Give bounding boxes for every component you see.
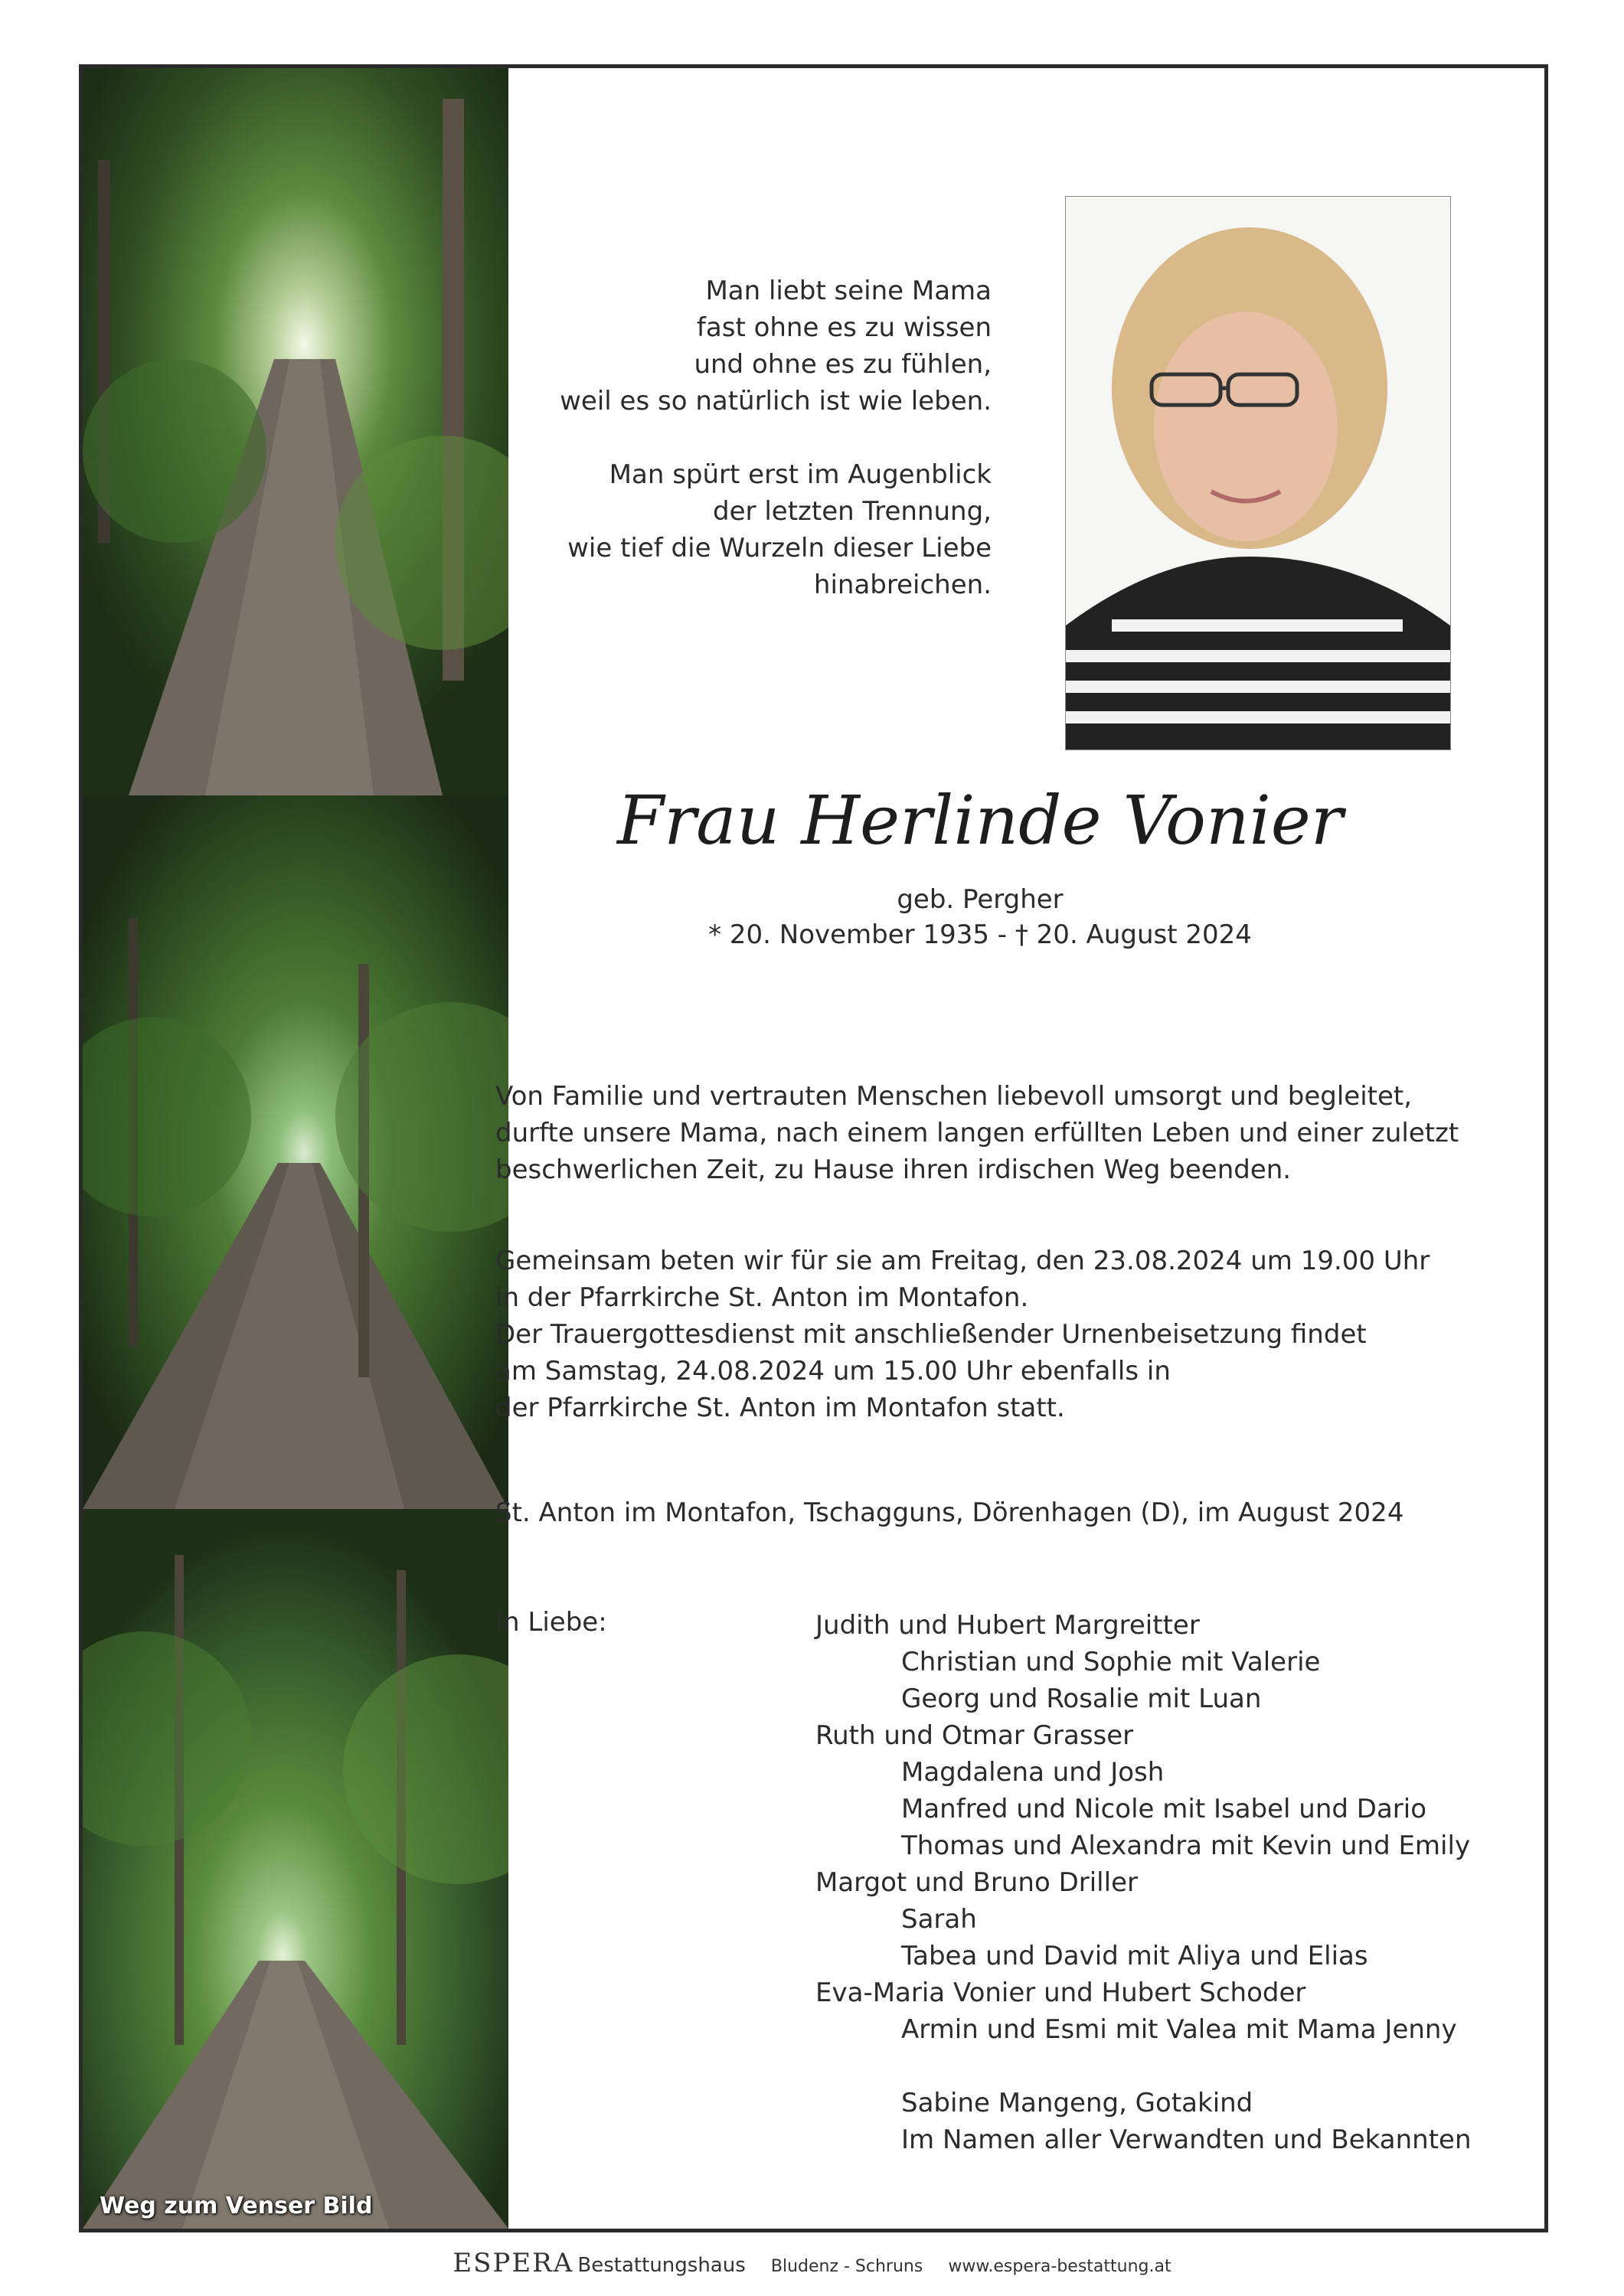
text-line: beschwerlichen Zeit, zu Hause ihren irdischen Weg beenden. <box>495 1155 1292 1185</box>
mourners-label: In Liebe: <box>495 1607 607 1638</box>
announcement-paragraph <box>495 1078 1460 1188</box>
life-dates: * 20. November 1935 - † 20. August 2024 <box>708 919 1252 950</box>
text-line: in der Pfarrkirche St. Anton im Montafon. <box>495 1282 1029 1313</box>
footer <box>0 2248 1624 2278</box>
text-line: der Pfarrkirche St. Anton im Montafon statt. <box>495 1393 1065 1423</box>
mourner-line: Christian und Sophie mit Valerie <box>901 1647 1321 1677</box>
text-line: Gemeinsam beten wir für sie am Freitag, den 23.08.2024 um 19.00 Uhr <box>495 1246 1430 1276</box>
mourner-line: Georg und Rosalie mit Luan <box>901 1684 1262 1714</box>
poem-line: weil es so natürlich ist wie leben. <box>560 386 992 416</box>
footer-subtitle: Bestattungshaus <box>577 2254 746 2277</box>
mourner-line: Manfred und Nicole mit Isabel und Dario <box>901 1794 1427 1824</box>
poem-stanza-2 <box>540 456 992 603</box>
service-details-paragraph <box>495 1243 1460 1426</box>
mourner-line: Tabea und David mit Aliya und Elias <box>901 1941 1368 1971</box>
text-line: am Samstag, 24.08.2024 um 15.00 Uhr ebenfalls in <box>495 1356 1171 1386</box>
place-and-date: St. Anton im Montafon, Tschagguns, Dörenhagen (D), im August 2024 <box>495 1497 1404 1528</box>
text-line: durfte unsere Mama, nach einem langen erfüllten Leben und einer zuletzt <box>495 1118 1459 1148</box>
mourner-line: Armin und Esmi mit Valea mit Mama Jenny <box>901 2014 1457 2045</box>
poem-line: der letzten Trennung, <box>713 496 992 527</box>
poem-line: wie tief die Wurzeln dieser Liebe <box>567 533 992 563</box>
mourner-line: Sabine Mangeng, Gotakind <box>901 2088 1253 2118</box>
footer-website[interactable]: www.espera-bestattung.at <box>948 2257 1171 2276</box>
poem-line: hinabreichen. <box>813 570 992 600</box>
mourner-line: Sarah <box>901 1904 977 1935</box>
poem-line: und ohne es zu fühlen, <box>694 349 992 380</box>
spacer <box>815 2048 1472 2085</box>
forest-photo-strip <box>83 68 508 2229</box>
footer-location: Bludenz - Schruns <box>770 2257 923 2276</box>
poem-line: fast ohne es zu wissen <box>696 312 992 343</box>
portrait-photo <box>1065 196 1451 750</box>
maiden-name: geb. Pergher <box>897 884 1064 915</box>
text-line: Der Trauergottesdienst mit anschließender Urnenbeisetzung findet <box>495 1319 1367 1350</box>
mourner-line: Magdalena und Josh <box>901 1757 1165 1788</box>
poem-line: Man spürt erst im Augenblick <box>609 459 992 490</box>
poem-stanza-1 <box>540 273 992 420</box>
forest-path-photo-2 <box>83 795 508 1509</box>
mourners-list <box>815 1607 1472 2158</box>
obituary-frame <box>79 64 1548 2232</box>
mourner-line: Ruth und Otmar Grasser <box>815 1720 1134 1751</box>
poem-line: Man liebt seine Mama <box>705 276 992 306</box>
memorial-poem <box>540 273 992 640</box>
deceased-name: Frau Herlinde Vonier <box>617 781 1343 860</box>
mourner-line: Eva-Maria Vonier und Hubert Schoder <box>815 1978 1306 2008</box>
photo-caption: Weg zum Venser Bild <box>100 2193 373 2219</box>
mourner-line: Judith und Hubert Margreitter <box>815 1610 1200 1641</box>
footer-brand: ESPERA <box>453 2248 574 2278</box>
forest-path-photo-1 <box>83 68 508 795</box>
mourner-line: Im Namen aller Verwandten und Bekannten <box>901 2125 1472 2155</box>
mourner-line: Margot und Bruno Driller <box>815 1867 1138 1898</box>
forest-path-photo-3 <box>83 1509 508 2229</box>
text-line: Von Familie und vertrauten Menschen liebevoll umsorgt und begleitet, <box>495 1081 1413 1112</box>
mourner-line: Thomas und Alexandra mit Kevin und Emily <box>901 1831 1471 1861</box>
